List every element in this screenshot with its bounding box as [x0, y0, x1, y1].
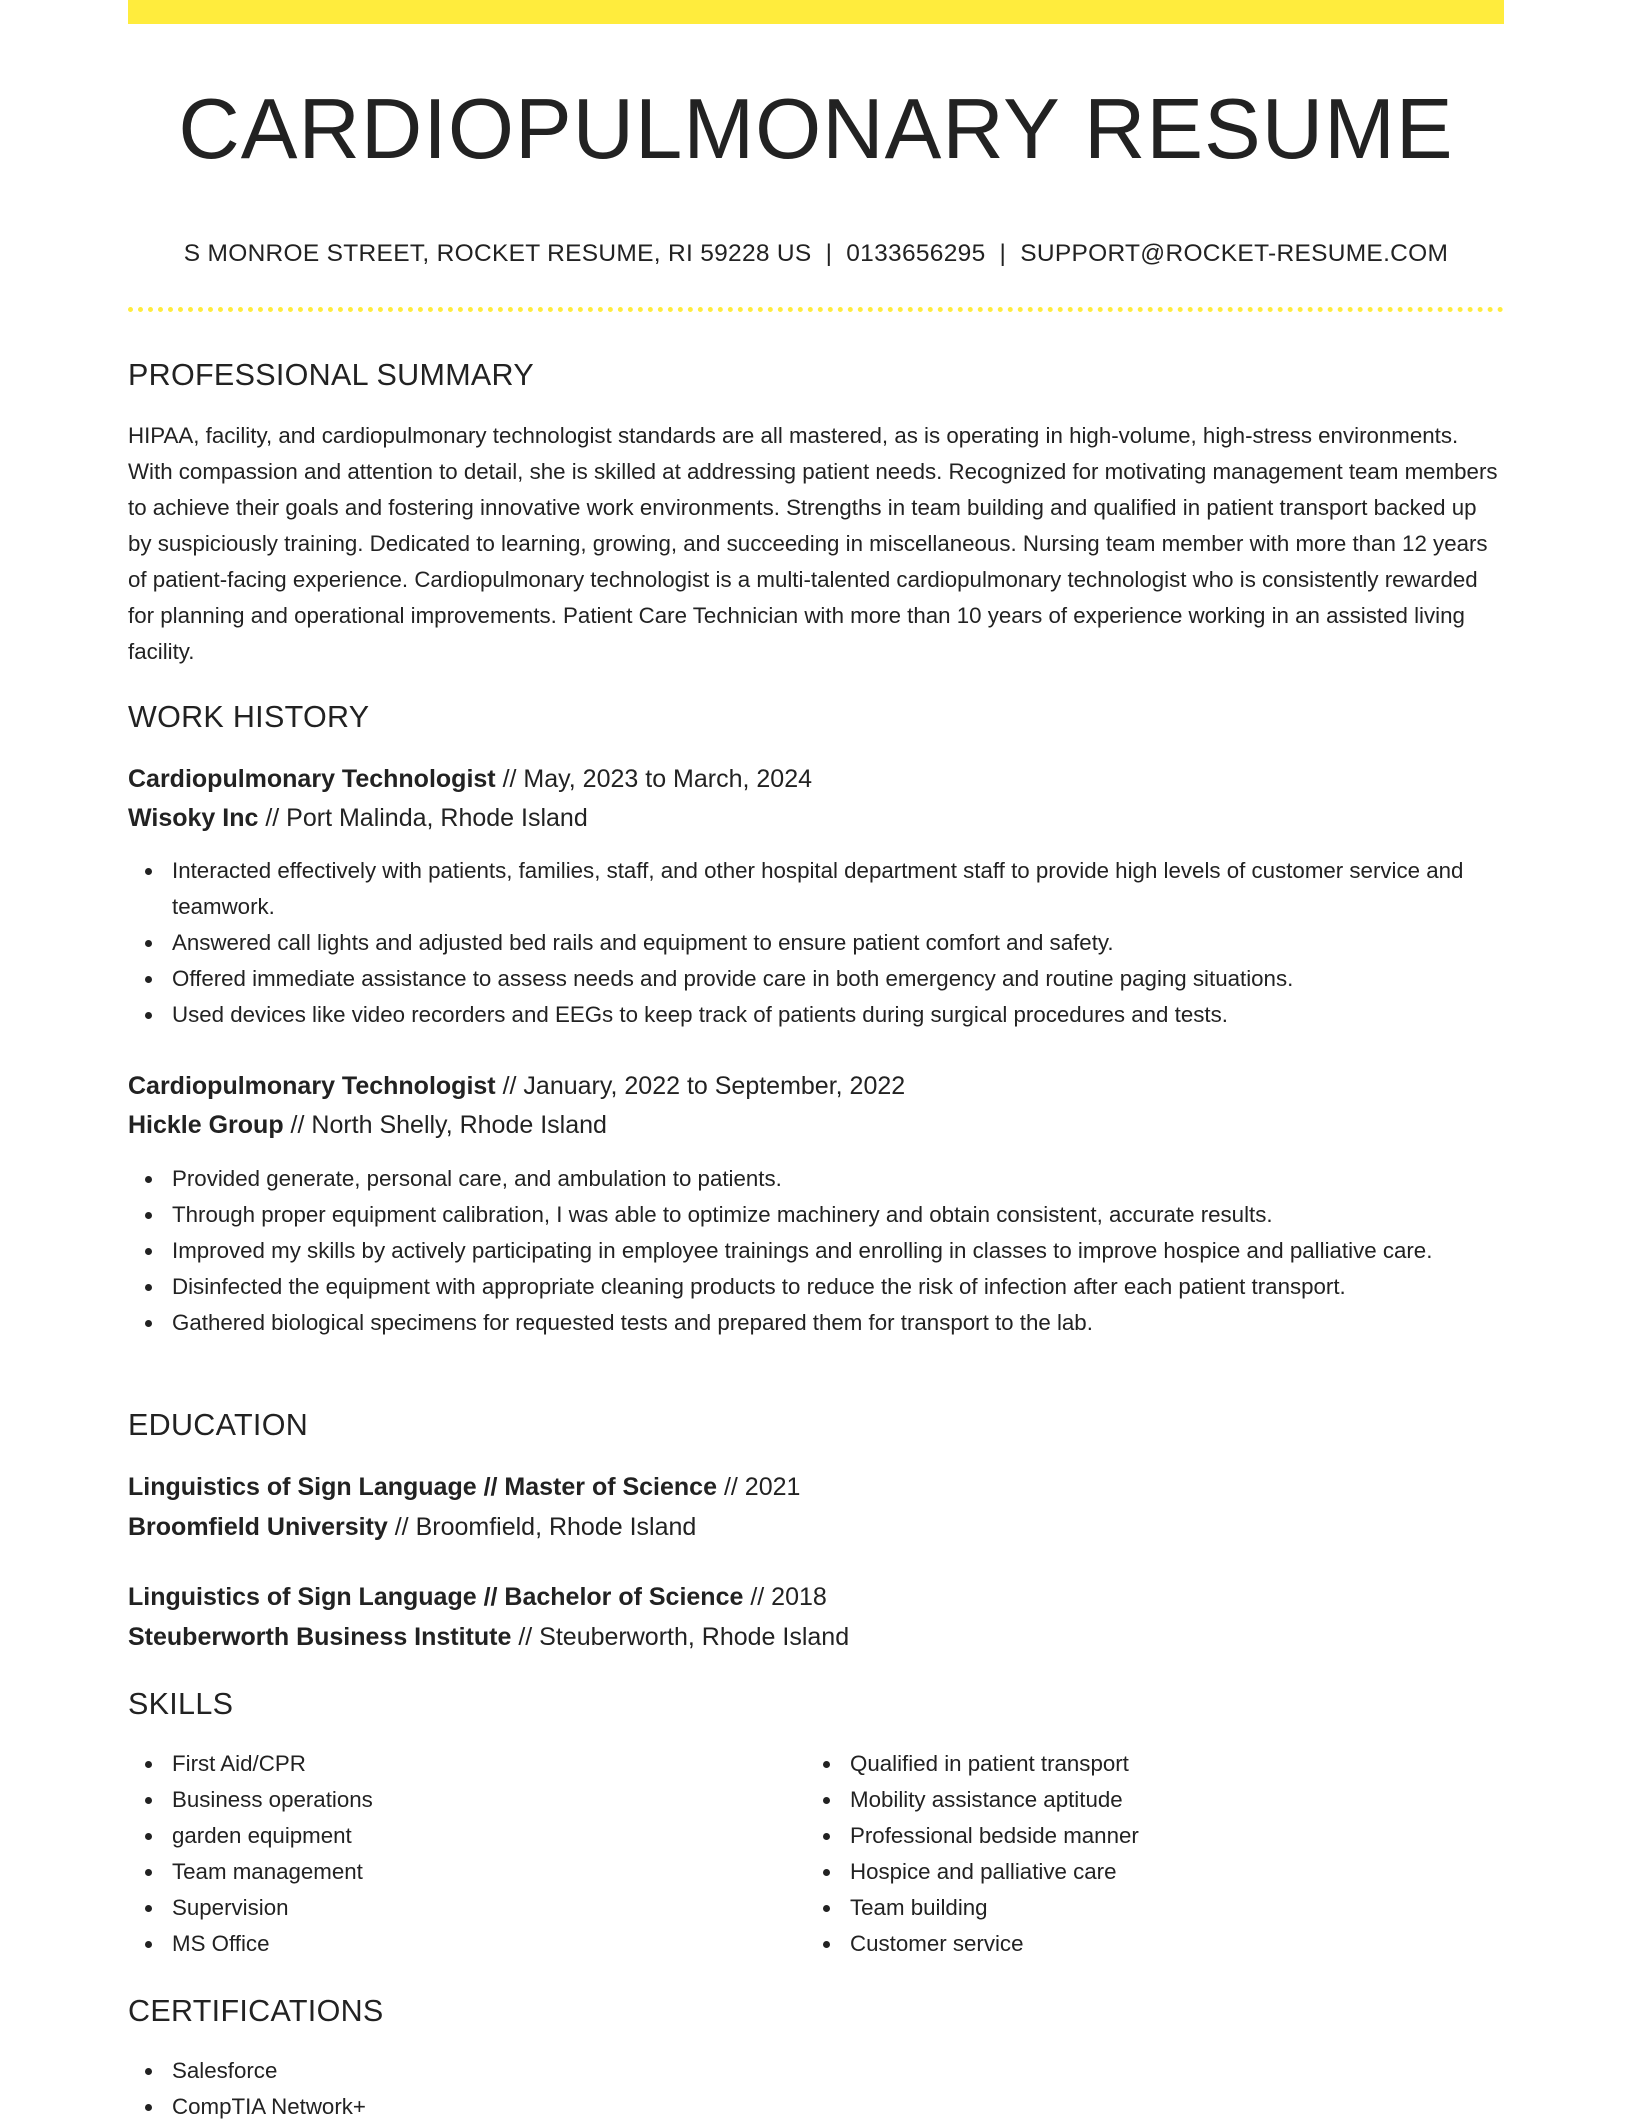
education-year: // 2021 [723, 1473, 801, 1501]
contact-separator: | [999, 240, 1007, 267]
list-item: Gathered biological specimens for requested tests and prepared them for transport to the lab. [172, 1305, 1504, 1341]
skill-item: MS Office [172, 1926, 792, 1962]
certification-item: Salesforce [172, 2053, 1504, 2089]
top-accent-bar [128, 0, 1504, 24]
list-item: Disinfected the equipment with appropriate cleaning products to reduce the risk of infection after each patient transport. [172, 1269, 1504, 1305]
skills-heading: SKILLS [128, 1687, 234, 1721]
skill-item: Professional bedside manner [850, 1818, 1504, 1854]
skills-list-right [806, 1746, 1504, 1962]
education-school-line [128, 1509, 696, 1545]
job-company-line [128, 800, 588, 836]
list-item: Used devices like video recorders and EEGs to keep track of patients during surgical procedures and tests. [172, 997, 1504, 1033]
skill-item: Team building [850, 1890, 1504, 1926]
list-item: Offered immediate assistance to assess needs and provide care in both emergency and routine paging situations. [172, 961, 1504, 997]
contact-phone: 0133656295 [846, 240, 986, 267]
education-degree: Linguistics of Sign Language // Bachelor of Science [128, 1583, 744, 1611]
skill-item: garden equipment [172, 1818, 792, 1854]
skill-item: Qualified in patient transport [850, 1746, 1504, 1782]
education-degree-line [128, 1579, 827, 1615]
summary-text: HIPAA, facility, and cardiopulmonary technologist standards are all mastered, as is operating in high-volume, high-stress environments. With compassion and attention to detail, she is skilled at addressing patient needs. Recognized for motivating management team members to achieve their goals and fostering innovative work environments. Strengths in team building and qualified in patient transport backed up by suspiciously training. Dedicated to learning, growing, and succeeding in miscellaneous. Nursing team member with more than 12 years of patient-facing experience. Cardiopulmonary technologist is a multi-talented cardiopulmonary technologist who is consistently rewarded for planning and operational improvements. Patient Care Technician with more than 10 years of experience working in an assisted living facility. [128, 423, 1498, 664]
education-school: Broomfield University [128, 1513, 388, 1541]
education-location: // Broomfield, Rhode Island [394, 1513, 697, 1541]
job-dates: // May, 2023 to March, 2024 [502, 765, 813, 793]
education-year: // 2018 [750, 1583, 827, 1611]
header-divider [128, 307, 1504, 312]
skill-item: First Aid/CPR [172, 1746, 792, 1782]
skill-item: Supervision [172, 1890, 792, 1926]
education-location: // Steuberworth, Rhode Island [518, 1623, 850, 1651]
certification-item: CompTIA Network+ [172, 2089, 1504, 2125]
job-bullets [128, 853, 1504, 1033]
job-company: Wisoky Inc [128, 804, 259, 832]
list-item: Interacted effectively with patients, families, staff, and other hospital department staff to provide high levels of customer service and teamwork. [172, 853, 1504, 925]
contact-separator: | [825, 240, 833, 267]
skill-item: Hospice and palliative care [850, 1854, 1504, 1890]
list-item: Improved my skills by actively participating in employee trainings and enrolling in classes to improve hospice and palliative care. [172, 1233, 1504, 1269]
job-company-line [128, 1107, 607, 1143]
certifications-heading: CERTIFICATIONS [128, 1994, 384, 2028]
skill-item: Business operations [172, 1782, 792, 1818]
job-location: // Port Malinda, Rhode Island [265, 804, 588, 832]
contact-address: S MONROE STREET, ROCKET RESUME, RI 59228 US [183, 240, 812, 267]
list-item: Provided generate, personal care, and ambulation to patients. [172, 1161, 1504, 1197]
job-company: Hickle Group [128, 1111, 284, 1139]
certifications-list [128, 2053, 1504, 2125]
summary-heading: PROFESSIONAL SUMMARY [128, 358, 534, 392]
skill-item: Team management [172, 1854, 792, 1890]
skills-list-left [128, 1746, 792, 1962]
education-heading: EDUCATION [128, 1408, 309, 1442]
list-item: Answered call lights and adjusted bed rails and equipment to ensure patient comfort and safety. [172, 925, 1504, 961]
education-school-line [128, 1619, 849, 1655]
education-degree: Linguistics of Sign Language // Master of Science [128, 1473, 717, 1501]
education-school: Steuberworth Business Institute [128, 1623, 512, 1651]
job-title: Cardiopulmonary Technologist [128, 765, 496, 793]
work-history-heading: WORK HISTORY [128, 700, 370, 734]
contact-line [128, 236, 1504, 272]
skill-item: Mobility assistance aptitude [850, 1782, 1504, 1818]
job-title: Cardiopulmonary Technologist [128, 1072, 496, 1100]
job-title-line [128, 761, 812, 797]
skill-item: Customer service [850, 1926, 1504, 1962]
education-degree-line [128, 1469, 800, 1505]
job-location: // North Shelly, Rhode Island [290, 1111, 607, 1139]
job-dates: // January, 2022 to September, 2022 [502, 1072, 906, 1100]
list-item: Through proper equipment calibration, I was able to optimize machinery and obtain consistent, accurate results. [172, 1197, 1504, 1233]
job-title-line [128, 1068, 905, 1104]
resume-title: CARDIOPULMONARY RESUME [178, 82, 1454, 177]
job-bullets [128, 1161, 1504, 1341]
contact-email: SUPPORT@ROCKET-RESUME.COM [1020, 240, 1449, 267]
